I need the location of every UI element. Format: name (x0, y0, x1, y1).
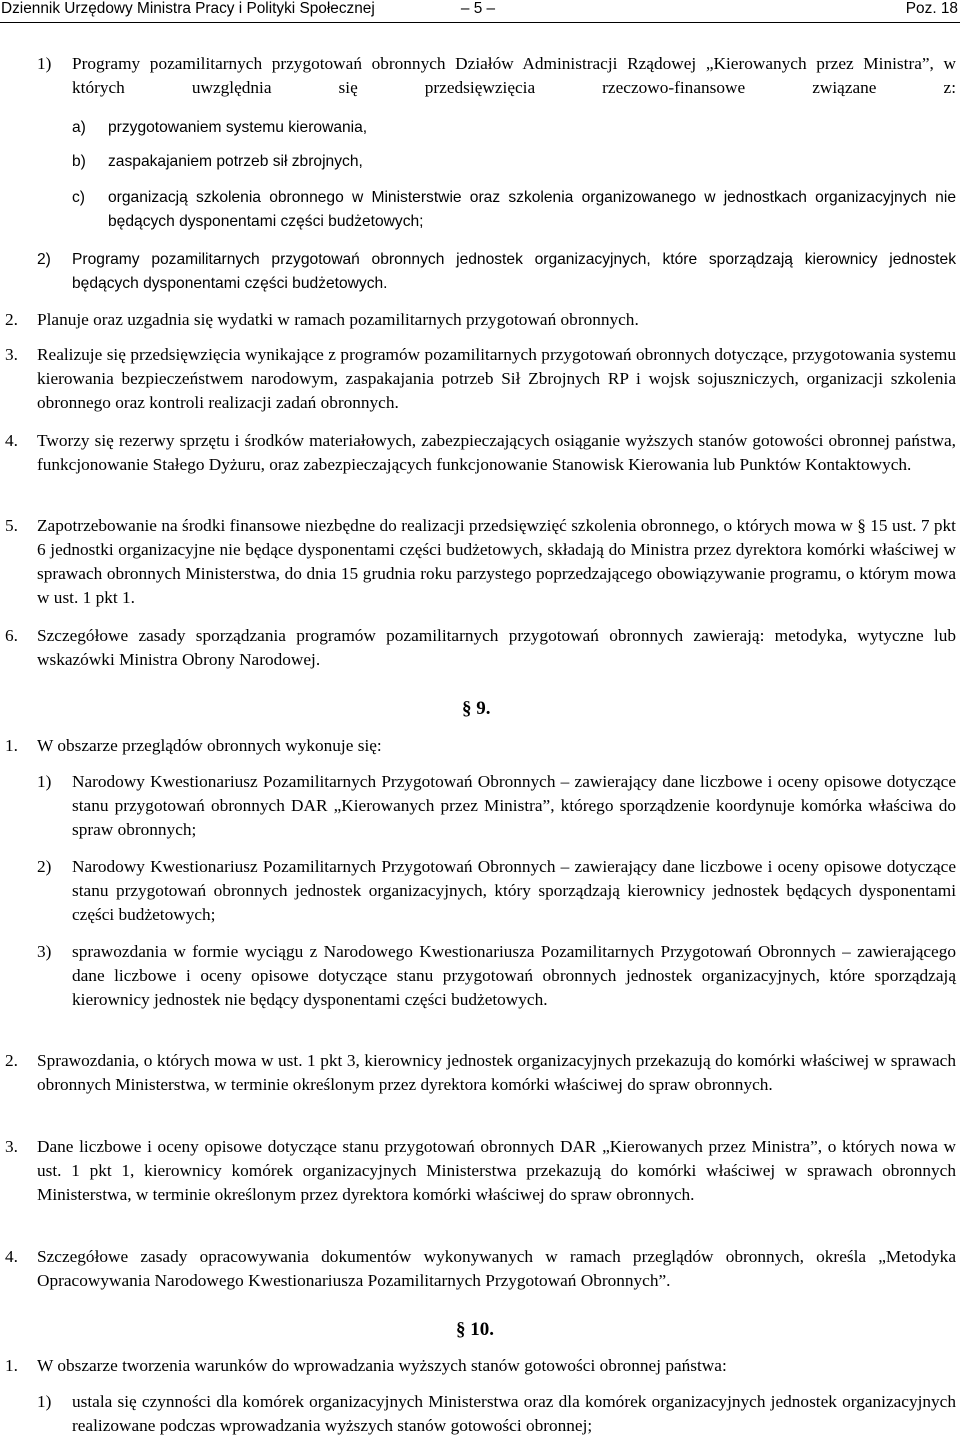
paragraph: W obszarze przeglądów obronnych wykonuje się: (37, 736, 382, 755)
paragraph: ustala się czynności dla komórek organizacyjnych Ministerstwa oraz dla komórek organizacyjnych jednostek organizacyjnych realizowane podczas wprowadzania wyższych stanów gotowości obronnej; (72, 1392, 956, 1435)
list-number: 1) (37, 1392, 52, 1411)
paragraph: zaspakajaniem potrzeb sił zbrojnych, (108, 153, 363, 170)
paragraph: Tworzy się rezerwy sprzętu i środków materiałowych, zabezpieczających osiąganie wyższych stanów gotowości obronnej państwa, funkcjonowanie Stałego Dyżuru, oraz zabezpieczających funkcjonowanie Stanowisk Kierowania lub Punktów Kontaktowych. (37, 431, 956, 474)
journal-title: Dziennik Urzędowy Ministra Pracy i Polityki Społecznej (1, 0, 375, 17)
section-title: § 10. (456, 1319, 494, 1340)
paragraph: Zapotrzebowanie na środki finansowe niezbędne do realizacji przedsięwzięć szkolenia obronnego, o których mowa w § 15 ust. 7 pkt 6 jednostki organizacyjne nie będące dysponentami części budżetowych, składają do Ministra przez dyrektora komórki właściwej w sprawach obronnych Ministerstwa, do dnia 15 grudnia roku parzystego poprzedzającego obowiązywanie programu, o którym mowa w ust. 1 pkt 1. (37, 516, 956, 607)
list-number: 1) (37, 772, 52, 791)
list-number: 4. (5, 1247, 18, 1266)
paragraph: przygotowaniem systemu kierowania, (108, 119, 368, 136)
paragraph: Narodowy Kwestionariusz Pozamilitarnych Przygotowań Obronnych – zawierający dane liczbowe i oceny opisowe dotyczące stanu przygotowań obronnych DAR „Kierowanych przez Ministra”, którego sporządzenie koordynuje komórka właściwa do spraw obronnych; (72, 772, 956, 839)
list-number: 3. (5, 1137, 18, 1156)
page-number-value: 5 (473, 0, 483, 17)
page-header (0, 0, 960, 23)
paragraph: Sprawozdania, o których mowa w ust. 1 pkt 3, kierownicy jednostek organizacyjnych przekazują do komórki właściwej w sprawach obronnych Ministerstwa, w terminie określonym przez dyrektora komórki właściwej do spraw obronnych. (37, 1051, 956, 1094)
paragraph: Dane liczbowe i oceny opisowe dotyczące stanu przygotowań obronnych DAR „Kierowanych przez Ministra”, o których nowa w ust. 1 pkt 1, kierownicy komórek organizacyjnych Ministerstwa przekazują do komórki właściwej w sprawach obronnych Ministerstwa, w terminie określonym przez dyrektora komórki właściwej do spraw obronnych. (37, 1137, 956, 1204)
list-number: 4. (5, 431, 18, 450)
list-letter: b) (72, 153, 86, 170)
paragraph: W obszarze tworzenia warunków do wprowadzania wyższych stanów gotowości obronnej państwa: (37, 1356, 727, 1375)
list-number: 1. (5, 736, 18, 755)
list-number: 3. (5, 345, 18, 364)
page-number: – 5 – (460, 0, 496, 17)
paragraph: Programy pozamilitarnych przygotowań obronnych Działów Administracji Rządowej „Kierowanych przez Ministra”, w których uwzględnia się przedsięwzięcia rzeczowo-finansowe związane z: (72, 54, 956, 97)
paragraph: Narodowy Kwestionariusz Pozamilitarnych Przygotowań Obronnych – zawierający dane liczbowe i oceny opisowe dotyczące stanu przygotowań obronnych jednostek organizacyjnych, który sporządzają kierownicy jednostek będących dysponentami części budżetowych; (72, 857, 956, 924)
list-letter: a) (72, 119, 86, 136)
paragraph: Szczegółowe zasady sporządzania programów pozamilitarnych przygotowań obronnych zawierają: metodyka, wytyczne lub wskazówki Ministra Obrony Narodowej. (37, 626, 956, 669)
list-number: 6. (5, 626, 18, 645)
list-letter: c) (72, 189, 85, 206)
list-number: 2. (5, 1051, 18, 1070)
paragraph: Planuje oraz uzgadnia się wydatki w ramach pozamilitarnych przygotowań obronnych. (37, 310, 639, 329)
paragraph: Szczegółowe zasady opracowywania dokumentów wykonywanych w ramach przeglądów obronnych, określa „Metodyka Opracowywania Narodowego Kwestionariusza Pozamilitarnych Przygotowań Obronnych”. (37, 1247, 956, 1290)
list-number: 1) (37, 54, 52, 73)
list-number: 2) (37, 251, 51, 268)
position-number: Poz. 18 (905, 0, 958, 17)
paragraph: organizacją szkolenia obronnego w Ministerstwie oraz szkolenia organizowanego w jednostkach organizacyjnych nie będących dysponentami części budżetowych; (108, 189, 956, 230)
list-number: 1. (5, 1356, 18, 1375)
paragraph: sprawozdania w formie wyciągu z Narodowego Kwestionariusza Pozamilitarnych Przygotowań Obronnych – zawierającego dane liczbowe i oceny opisowe dotyczące stanu przygotowań obronnych jednostek organizacyjnych, które sporządzają kierownicy jednostek nie będący dysponentami części budżetowych. (72, 942, 956, 1009)
list-number: 2) (37, 857, 52, 876)
paragraph: Programy pozamilitarnych przygotowań obronnych jednostek organizacyjnych, które sporządzają kierownicy jednostek będących dysponentami części budżetowych. (72, 251, 956, 292)
list-number: 2. (5, 310, 18, 329)
list-number: 5. (5, 516, 18, 535)
section-title: § 9. (462, 698, 491, 719)
list-number: 3) (37, 942, 52, 961)
paragraph: Realizuje się przedsięwzięcia wynikające z programów pozamilitarnych przygotowań obronnych dotyczące, przygotowania systemu kierowania bezpieczeństwem narodowym, zaspakajania potrzeb Sił Zbrojnych RP i wojsk sojuszniczych, organizacji szkolenia obronnego oraz kontroli realizacji zadań obronnych. (37, 345, 956, 412)
